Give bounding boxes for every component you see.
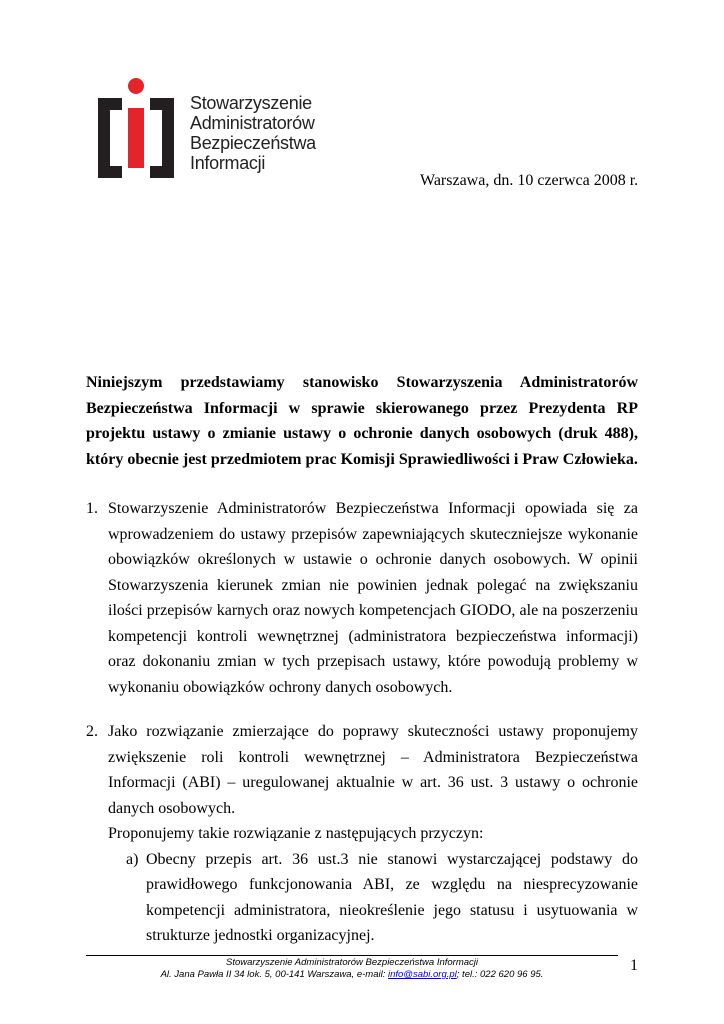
- logo-wordmark: [190, 93, 316, 173]
- logo-line: Stowarzyszenie: [190, 93, 312, 113]
- document-date: Warszawa, dn. 10 czerwca 2008 r.: [420, 172, 639, 189]
- point-number: 1.: [86, 500, 98, 517]
- point-2: [86, 719, 638, 949]
- page-footer: [86, 957, 618, 981]
- email-link[interactable]: info@sabi.org.pl: [387, 969, 457, 980]
- footer-divider: [86, 955, 618, 956]
- footer-address: Al. Jana Pawła II 34 lok. 5, 00-141 Warszawa, e-mail: info@sabi.org.pl; tel.: 022 620 96 95.: [160, 969, 544, 980]
- subpoint-text: Obecny przepis art. 36 ust.3 nie stanowi wystarczającej podstawy do prawidłowego funkcjonowania ABI, ze względu na niesprecyzowanie kompetencji administratora, nieokreślenie jego statusu i usytuowania w strukturze jednostki organizacyjnej.: [146, 850, 638, 944]
- subpoint-label: a): [126, 850, 139, 868]
- point-1: [86, 496, 638, 700]
- footer-org: Stowarzyszenie Administratorów Bezpieczeństwa Informacji: [225, 957, 479, 968]
- intro-paragraph: [86, 370, 638, 472]
- sabi-logo: [98, 78, 318, 188]
- intro-first-line: Niniejszym przedstawiamy stanowisko Stowarzyszenia Administratorów: [86, 374, 638, 391]
- point-text: Jako rozwiązanie zmierzające do poprawy skuteczności ustawy proponujemy zwiększenie roli kontroli wewnętrznej – Administratora Bezpieczeństwa Informacji (ABI) – uregulowanej aktualnie w art. 36 ust. 3 ustawy o ochronie danych osobowych.: [108, 723, 638, 817]
- logo-red-dot: [128, 78, 144, 94]
- logo-line: Administratorów: [190, 113, 315, 133]
- point-text-tail: Proponujemy takie rozwiązanie z następujących przyczyn:: [108, 825, 484, 842]
- subpoint-a: [126, 847, 638, 949]
- point-text: Stowarzyszenie Administratorów Bezpieczeństwa Informacji opowiada się za wprowadzeniem do ustawy przepisów zapewniających skuteczniejsze wykonanie obowiązków określonych w ustawie o ochronie danych osobowych. W opinii Stowarzyszenia kierunek zmian nie powinien jednak polegać na zwiększaniu ilości przepisów karnych oraz nowych kompetencjach GIODO, ale na poszerzeniu kompetencji kontroli wewnętrznej (administratora bezpieczeństwa informacji) oraz dokonaniu zmian w tych przepisach ustawy, które powodują problemy w wykonaniu obowiązków ochrony danych osobowych.: [108, 500, 638, 696]
- logo-red-bar: [128, 108, 144, 168]
- intro-rest: Bezpieczeństwa Informacji w sprawie skierowanego przez Prezydenta RP projektu ustawy o zmianie ustawy o ochronie danych osobowych (druk 488), który obecnie jest przedmiotem prac Komisji Sprawiedliwości i Praw Człowieka.: [86, 399, 638, 468]
- page-number: 1: [630, 957, 638, 974]
- point-number: 2.: [86, 723, 98, 740]
- sabi-logo-mark: [98, 78, 188, 188]
- logo-line: Informacji: [190, 153, 266, 173]
- logo-line: Bezpieczeństwa: [190, 133, 316, 153]
